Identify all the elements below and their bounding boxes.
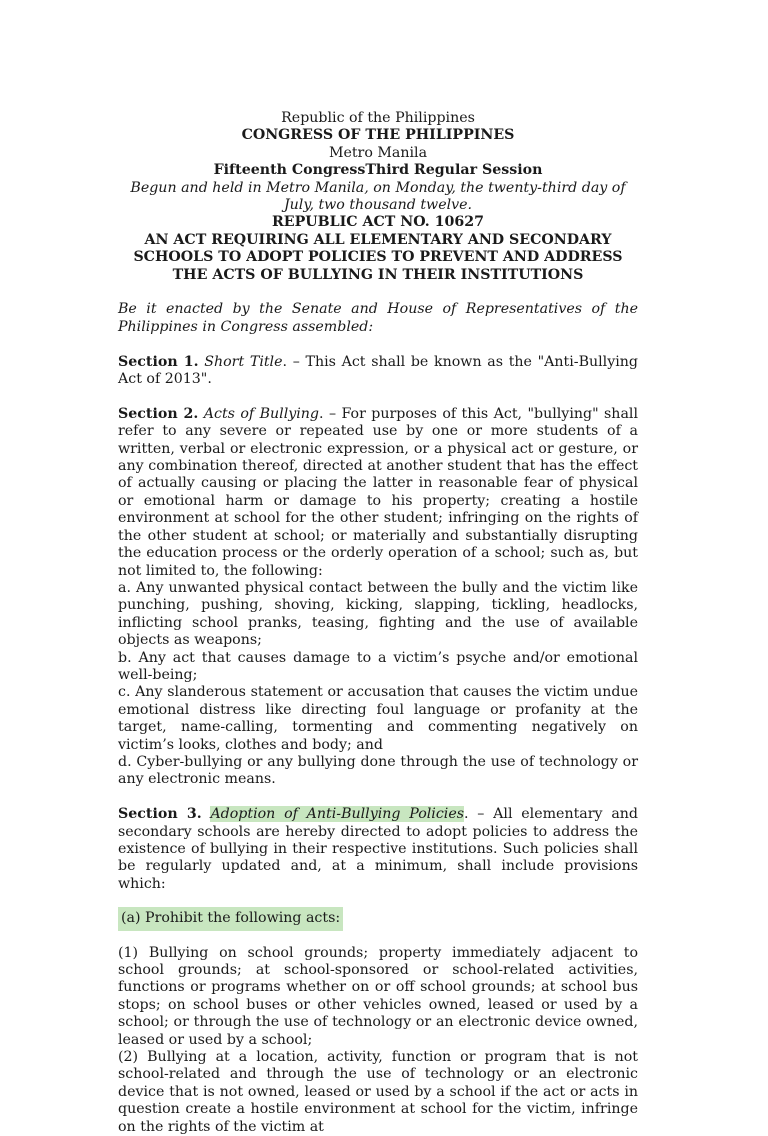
act-title: AN ACT REQUIRING ALL ELEMENTARY AND SECONDARY SCHOOLS TO ADOPT POLICIES TO PREVENT AND ADDRESS THE ACTS OF BULLYING IN THEIR INSTITUTIONS bbox=[133, 231, 623, 283]
section-1 bbox=[118, 354, 638, 389]
section-3-label: Section 3. bbox=[118, 806, 202, 823]
section-3-item-1: (1) Bullying on school grounds; property immediately adjacent to school grounds; at school-sponsored or school-related activities, functions or programs whether on or off school grounds; at school bus stops; on school buses or other vehicles owned, leased or used by a school; or through the use of technology or an electronic device owned, leased or used by a school; bbox=[118, 944, 638, 1048]
section-2-label: Section 2. bbox=[118, 405, 199, 422]
congress-line: CONGRESS OF THE PHILIPPINES bbox=[241, 127, 515, 144]
section-1-text: . – This Act shall be known as the "Anti-Bullying Act of 2013". bbox=[118, 353, 638, 388]
document-body bbox=[118, 110, 638, 1136]
section-2-title: Acts of Bullying bbox=[203, 405, 319, 422]
act-number: REPUBLIC ACT NO. 10627 bbox=[271, 214, 484, 231]
section-2-text: . – For purposes of this Act, "bullying" shall refer to any severe or repeated use by one or more students of a written, verbal or electronic expression, or a physical act or gesture, or any combination thereof, directed at another student that has the effect of actually causing or placing the latter in reasonable fear of physical or emotional harm or damage to his property; creating a hostile environment at school for the other student; infringing on the rights of the other student at school; or materially and substantially disrupting the education process or the orderly operation of a school; such as, but not limited to, the following: bbox=[118, 405, 638, 579]
begun-line: Begun and held in Metro Manila, on Monday, the twenty-third day of July, two thousand twelve. bbox=[130, 179, 626, 214]
section-2-item-c: c. Any slanderous statement or accusation that causes the victim undue emotional distress like directing foul language or profanity at the target, name-calling, tormenting and commenting negatively on victim’s looks, clothes and body; and bbox=[118, 684, 638, 753]
section-2-item-a: a. Any unwanted physical contact between the bully and the victim like punching, pushing, shoving, kicking, slapping, tickling, headlocks, inflicting school pranks, teasing, fighting and the use of available objects as weapons; bbox=[118, 579, 638, 649]
section-1-label: Section 1. bbox=[118, 353, 199, 370]
republic-line: Republic of the Philippines bbox=[281, 110, 475, 126]
section-2-item-d: d. Cyber-bullying or any bullying done through the use of technology or any electronic means. bbox=[118, 753, 638, 788]
city-line: Metro Manila bbox=[328, 144, 428, 161]
section-3-subheading-row bbox=[118, 907, 638, 930]
enacting-clause: Be it enacted by the Senate and House of Representatives of the Philippines in Congress assembled: bbox=[118, 301, 638, 335]
section-3-text: . – All elementary and secondary schools are hereby directed to adopt policies to address the existence of bullying in their respective institutions. Such policies shall be regularly updated and, at a minimum, shall include provisions which: bbox=[118, 806, 638, 892]
section-3-title: Adoption of Anti-Bullying Policies bbox=[210, 806, 465, 823]
section-3-item-2: (2) Bullying at a location, activity, function or program that is not school-related and through the use of technology or an electronic device that is not owned, leased or used by a school if the act or acts in question create a hostile environment at school for the victim, infringe on the rights of the victim at bbox=[118, 1049, 638, 1135]
section-1-title: Short Title bbox=[204, 353, 283, 370]
document-header bbox=[118, 110, 638, 284]
section-3 bbox=[118, 806, 638, 893]
session-line: Fifteenth CongressThird Regular Session bbox=[213, 162, 543, 179]
section-3-subheading: (a) Prohibit the following acts: bbox=[118, 907, 343, 930]
section-2 bbox=[118, 406, 638, 580]
section-2-item-b: b. Any act that causes damage to a victim’s psyche and/or emotional well-being; bbox=[118, 649, 638, 683]
